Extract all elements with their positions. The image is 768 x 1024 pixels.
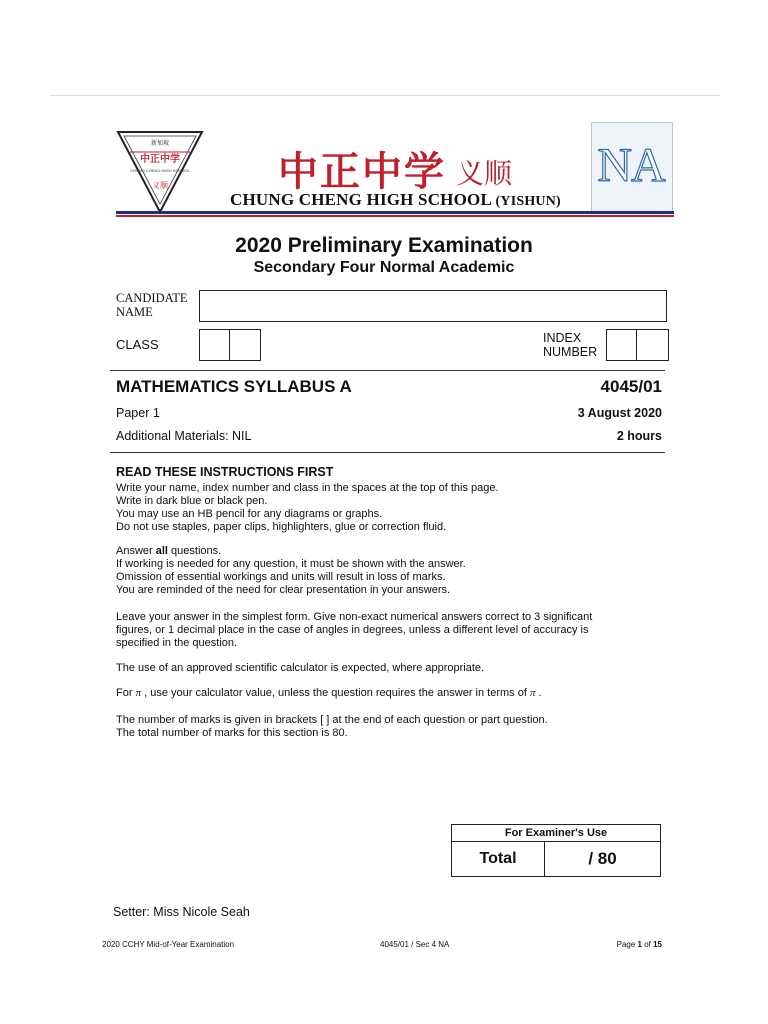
- pi-instruction: [116, 687, 656, 700]
- class-field[interactable]: [199, 329, 261, 361]
- instruction-line: specified in the question.: [116, 637, 238, 649]
- school-name-en-main: CHUNG CHENG HIGH SCHOOL: [230, 190, 492, 209]
- page-number: 1: [637, 940, 642, 949]
- instruction-line: Leave your answer in the simplest form. Give non-exact numerical answers correct to 3 significant: [116, 611, 593, 623]
- instruction-line: You may use an HB pencil for any diagrams or graphs.: [116, 508, 383, 520]
- instruction-line: You are reminded of the need for clear presentation in your answers.: [116, 584, 451, 596]
- school-branch-chinese: 义顺: [456, 157, 513, 190]
- candidate-name-label: [116, 291, 188, 319]
- index-number-label: [543, 331, 597, 359]
- additional-materials: Additional Materials: NIL: [116, 429, 252, 443]
- header-rule-red: [116, 215, 674, 217]
- crest-mid-text: 中正中学: [140, 154, 180, 165]
- school-crest: [116, 130, 204, 214]
- divider-bottom: [110, 452, 665, 453]
- total-score[interactable]: / 80: [588, 849, 617, 868]
- candidate-label-line1: CANDIDATE: [116, 291, 188, 305]
- exam-subtitle: Secondary Four Normal Academic: [253, 259, 515, 276]
- instruction-line: The number of marks is given in brackets [ ] at the end of each question or part question.: [116, 714, 548, 726]
- page-mid: of: [641, 940, 654, 949]
- pi-suffix: .: [535, 687, 542, 699]
- pi-symbol: π: [529, 687, 536, 699]
- answer-all-line: [116, 545, 656, 558]
- class-label: CLASS: [116, 337, 159, 352]
- answer-suffix: questions.: [167, 545, 222, 557]
- marks-instruction: [116, 714, 656, 740]
- crest-bottom-text: 义顺: [152, 181, 168, 190]
- instruction-line: Omission of essential workings and units will result in loss of marks.: [116, 571, 446, 583]
- index-field-divider: [636, 330, 637, 360]
- pi-middle: , use your calculator value, unless the question requires the answer in terms of: [141, 687, 530, 699]
- class-field-divider: [229, 330, 230, 360]
- instruction-line: If working is needed for any question, it must be shown with the answer.: [116, 558, 466, 570]
- page-total: 15: [653, 940, 662, 949]
- index-number-field[interactable]: [606, 329, 669, 361]
- paper-number: Paper 1: [116, 406, 160, 420]
- instruction-line: Write in dark blue or black pen.: [116, 495, 268, 507]
- instructions-block-2: [116, 545, 656, 597]
- examiner-use-box: [451, 824, 661, 877]
- school-name-en-branch: (YISHUN): [495, 194, 561, 209]
- pi-symbol: π: [135, 687, 142, 699]
- answer-prefix: Answer: [116, 545, 156, 557]
- crest-top-text: 新加坡: [150, 140, 170, 147]
- exam-date: 3 August 2020: [577, 406, 662, 420]
- instructions-block-1: [116, 482, 656, 534]
- instruction-line: The total number of marks for this section is 80.: [116, 727, 348, 739]
- pi-prefix: For: [116, 687, 136, 699]
- crest-en-text: CHUNG CHENG HIGH SCHOOL: [130, 168, 190, 173]
- stream-badge-text: NA: [597, 139, 665, 192]
- total-label: Total: [479, 850, 517, 867]
- school-name-english: [230, 190, 561, 210]
- exam-title: 2020 Preliminary Examination: [235, 234, 533, 257]
- exam-duration: 2 hours: [616, 429, 662, 443]
- page-prefix: Page: [616, 940, 638, 949]
- instruction-line: Write your name, index number and class in the spaces at the top of this page.: [116, 482, 499, 494]
- answer-all-bold: all: [155, 545, 168, 557]
- footer-left: 2020 CCHY Mid-of-Year Examination: [102, 940, 235, 949]
- examiner-use-header: For Examiner's Use: [452, 825, 660, 842]
- instructions-block-3: [116, 611, 656, 650]
- index-label-line1: INDEX: [543, 331, 582, 345]
- footer-center: 4045/01 / Sec 4 NA: [380, 940, 450, 949]
- candidate-name-field[interactable]: [199, 290, 667, 322]
- header-rule-blue: [116, 211, 674, 214]
- subject-title: MATHEMATICS SYLLABUS A: [116, 377, 352, 396]
- instruction-line: figures, or 1 decimal place in the case of angles in degrees, unless a different level of accuracy is: [116, 624, 589, 636]
- instruction-line: Do not use staples, paper clips, highlighters, glue or correction fluid.: [116, 521, 447, 533]
- setter-name: Setter: Miss Nicole Seah: [113, 905, 250, 919]
- instructions-heading: READ THESE INSTRUCTIONS FIRST: [116, 465, 334, 479]
- index-label-line2: NUMBER: [543, 345, 598, 359]
- scan-edge-line: [50, 95, 720, 96]
- candidate-label-line2: NAME: [116, 305, 153, 319]
- school-name-chinese: 中正中学: [278, 148, 446, 195]
- divider-top: [110, 370, 665, 371]
- paper-code: 4045/01: [600, 377, 662, 396]
- calculator-instruction: The use of an approved scientific calculator is expected, where appropriate.: [116, 662, 485, 674]
- footer-page: [617, 940, 662, 949]
